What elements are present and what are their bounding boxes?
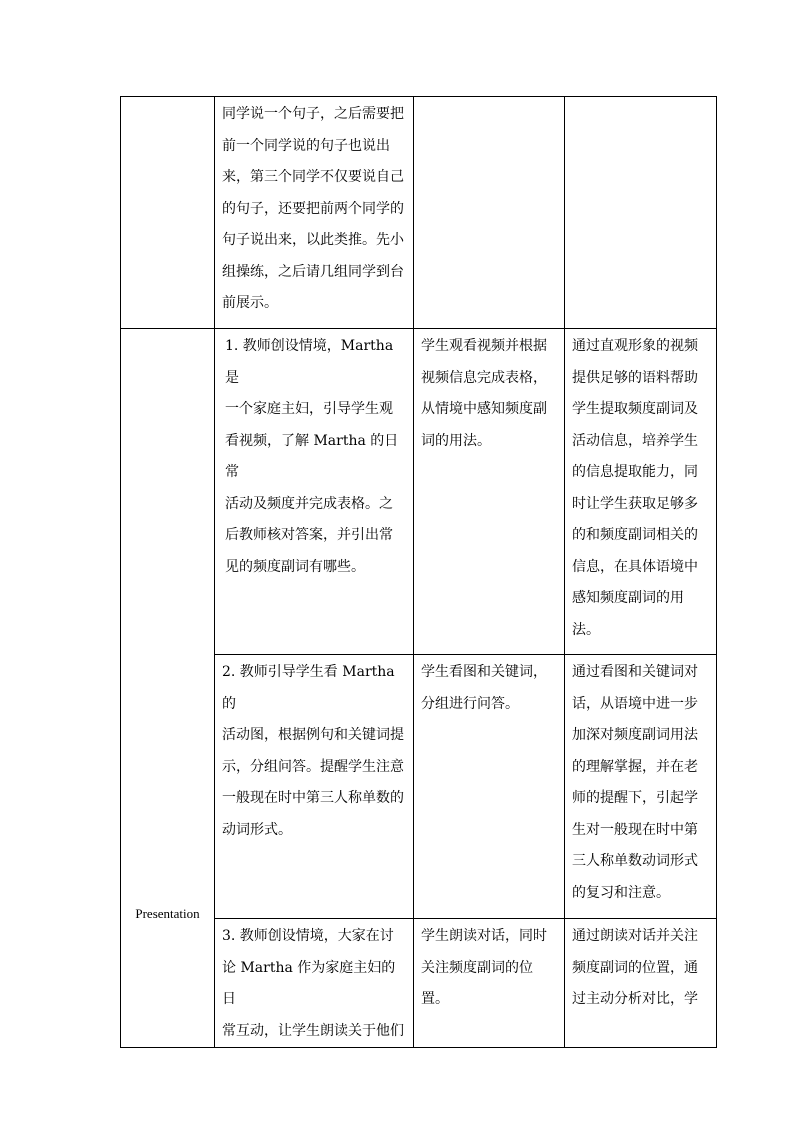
student-activity-cell	[414, 329, 565, 655]
stage-label: Presentation	[135, 906, 200, 921]
student-activity-text: 学生观看视频并根据 视频信息完成表格， 从情境中感知频度副 词的用法。	[421, 338, 547, 449]
student-activity-cell	[414, 97, 565, 329]
purpose-cell	[565, 919, 717, 1048]
teacher-activity-text: 同学说一个句子，之后需要把 前一个同学说的句子也说出 来，第三个同学不仅要说自己 的句子，还要把前两个同学的 句子说出来，以此类推。先小 组操练，之后请几组同学到台 前展示。	[222, 106, 404, 311]
teacher-activity-cell	[215, 329, 414, 655]
student-activity-text	[414, 97, 564, 99]
student-activity-cell	[414, 919, 565, 1048]
purpose-text	[565, 97, 716, 99]
purpose-cell	[565, 655, 717, 919]
student-activity-cell	[414, 655, 565, 919]
teacher-activity-text: 2. 教师引导学生看 Martha 的 活动图，根据例句和关键词提 示，分组问答。提醒学生注意 一般现在时中第三人称单数的 动词形式。	[222, 664, 404, 838]
teacher-activity-cell	[215, 655, 414, 919]
student-activity-text: 学生看图和关键词， 分组进行问答。	[421, 664, 547, 712]
teacher-activity-cell	[215, 97, 414, 329]
purpose-text: 通过看图和关键词对 话，从语境中进一步 加深对频度副词用法 的理解掌握，并在老 师的提醒下，引起学 生对一般现在时中第 三人称单数动词形式 的复习和注意。	[572, 664, 698, 901]
purpose-cell	[565, 97, 717, 329]
purpose-cell	[565, 329, 717, 655]
stage-cell-presentation	[121, 329, 215, 1048]
purpose-text: 通过直观形象的视频 提供足够的语料帮助 学生提取频度副词及 活动信息，培养学生 的信息提取能力，同 时让学生获取足够多 的和频度副词相关的 信息，在具体语境中 感知频度副词的用 法。	[572, 338, 698, 638]
stage-cell-empty	[121, 97, 215, 329]
teacher-activity-text: 1. 教师创设情境，Martha 是 一个家庭主妇，引导学生观 看视频，了解 Martha 的日常 活动及频度并完成表格。之 后教师核对答案，并引出常 见的频度副词有哪些。	[225, 338, 399, 575]
teacher-activity-text: 3. 教师创设情境，大家在讨 论 Martha 作为家庭主妇的日 常互动，让学生朗读关于他们	[222, 928, 404, 1039]
table-row	[121, 329, 717, 655]
table-row	[121, 97, 717, 329]
purpose-text: 通过朗读对话并关注 频度副词的位置，通 过主动分析对比，学	[572, 928, 698, 1007]
teacher-activity-cell	[215, 919, 414, 1048]
student-activity-text: 学生朗读对话，同时 关注频度副词的位 置。	[421, 928, 547, 1007]
lesson-plan-table	[120, 96, 717, 1048]
